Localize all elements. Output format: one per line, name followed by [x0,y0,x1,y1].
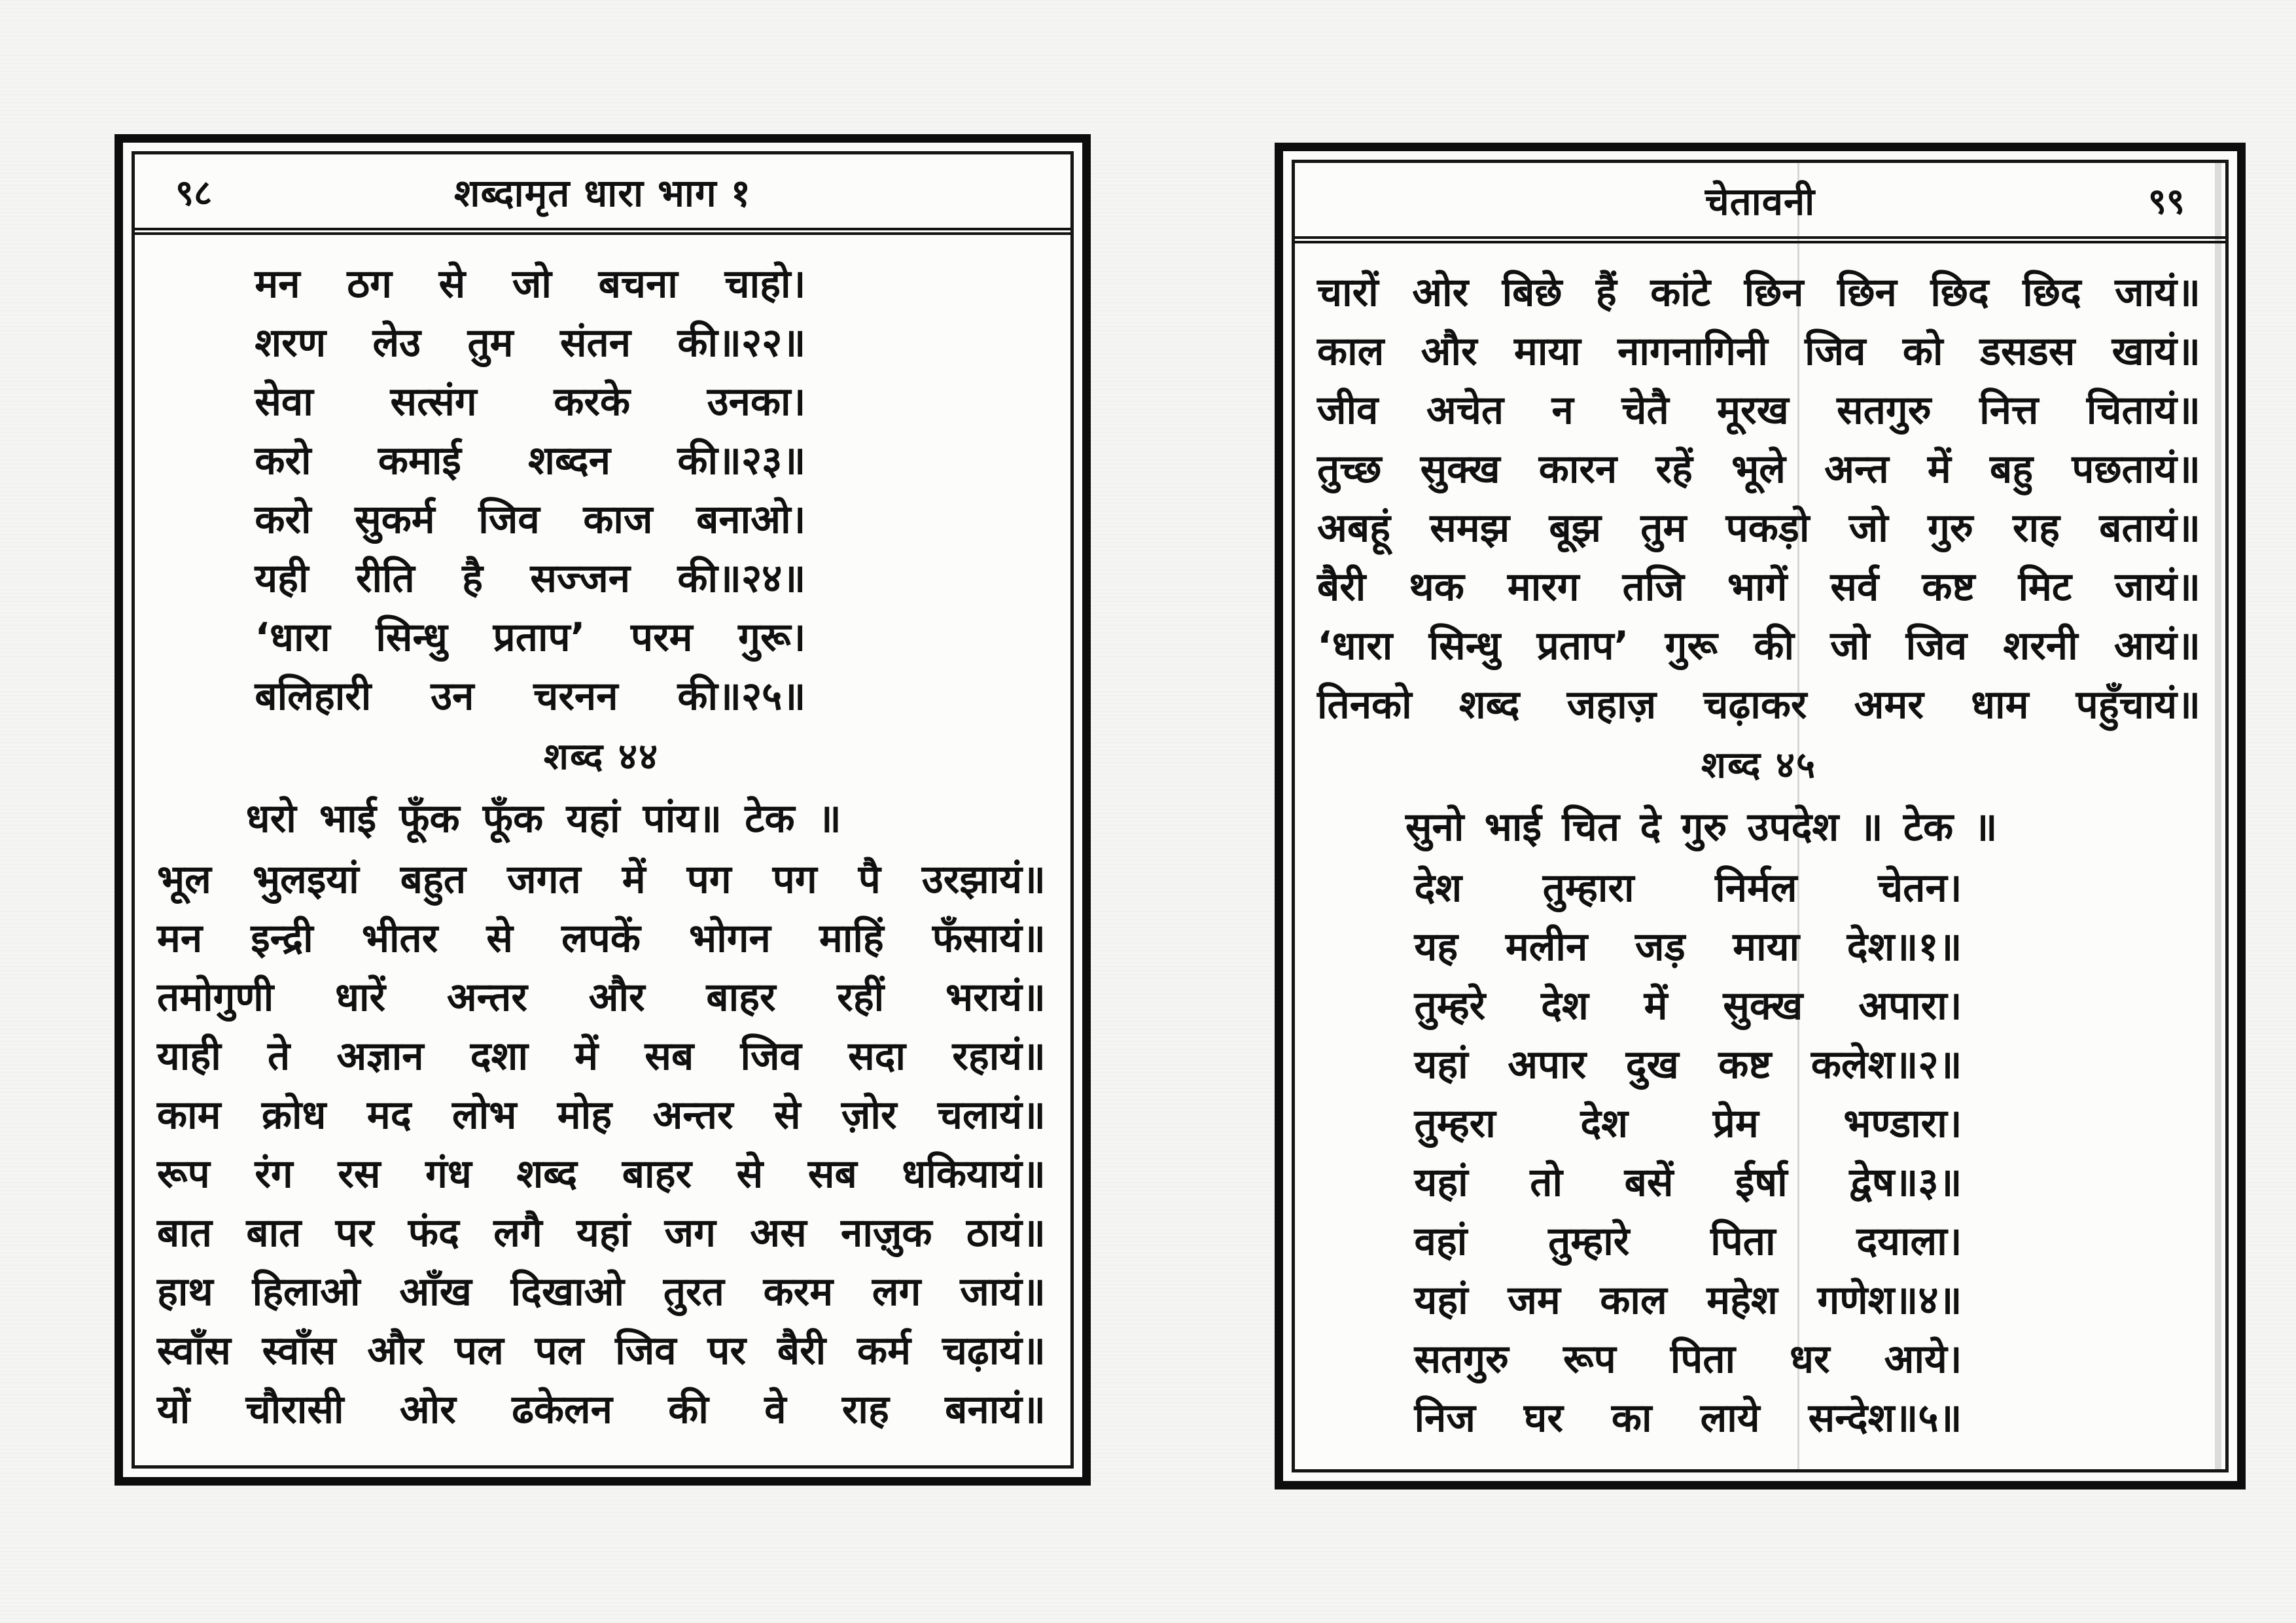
verse-line: काल और माया नागनागिनी जिव को डसडस खायं॥ [1317,329,2200,374]
verse-line: निज घर का लाये सन्देश॥५॥ [1414,1395,1962,1441]
couplet-block [255,255,805,726]
shabd-section-heading: शब्द ४५ [1701,744,1817,787]
verse-line: यहां जम काल महेश गणेश॥४॥ [1414,1277,1962,1323]
verse-line: बलिहारी उन चरनन की॥२५॥ [255,673,806,719]
verse-line: शरण लेउ तुम संतन की॥२२॥ [255,320,806,366]
verse-line: स्वाँस स्वाँस और पल पल जिव पर बैरी कर्म चढ़ायं॥ [157,1328,1046,1374]
verse-line: अबहूं समझ बूझ तुम पकड़ो जो गुरु राह बतायं॥ [1317,505,2200,551]
verse-line: तुम्हरा देश प्रेम भण्डारा। [1414,1101,1962,1147]
verse-line: याही ते अज्ञान दशा में सब जिव सदा रहायं॥ [157,1033,1046,1079]
page-right-header [1295,163,2225,243]
verse-line: तिनको शब्द जहाज़ चढ़ाकर अमर धाम पहुँचायं॥ [1317,682,2200,728]
verse-line: सेवा सत्संग करके उनका। [255,379,806,425]
page-left-header [135,154,1070,235]
verse-line: ‘धारा सिन्धु प्रताप’ गुरू की जो जिव शरनी आयं॥ [1317,623,2200,669]
tek-refrain-line: सुनो भाई चित दे गुरु उपदेश ॥ टेक ॥ [1405,804,1998,850]
page-left-number: ९८ [175,172,213,213]
verse-line: जीव अचेत न चेतै मूरख सतगुरु नित्त चितायं॥ [1317,387,2200,433]
verse-line: भूल भुलइयां बहुत जगत में पग पग पै उरझायं॥ [157,857,1046,902]
verse-line: ‘धारा सिन्धु प्रताप’ परम गुरू। [255,615,806,660]
verse-line: यों चौरासी ओर ढकेलन की वे राह बनायं॥ [157,1387,1046,1433]
tek-refrain-line: धरो भाई फूँक फूँक यहां पांय॥ टेक ॥ [245,796,841,842]
verse-line: मन इन्द्री भीतर से लपकें भोगन माहिं फँसायं॥ [157,916,1046,961]
verse-line: काम क्रोध मद लोभ मोह अन्तर से ज़ोर चलायं॥ [157,1092,1046,1138]
page-left-inner-frame [132,151,1074,1469]
verse-block [1317,263,2200,734]
verse-line: करो सुकर्म जिव काज बनाओ। [255,497,806,543]
page-right-inner-frame [1292,160,2229,1472]
verse-line: देश तुम्हारा निर्मल चेतन। [1414,865,1962,911]
book-page-left [115,134,1091,1486]
verse-line: तुम्हरे देश में सुक्ख अपारा। [1414,983,1962,1029]
verse-line: वहां तुम्हारे पिता दयाला। [1414,1219,1962,1264]
shabd-section-heading: शब्द ४४ [543,736,660,778]
verse-line: तमोगुणी धारें अन्तर और बाहर रहीं भरायं॥ [157,974,1046,1020]
page-left-title: शब्दामृत धारा भाग १ [454,170,751,215]
page-right-content [1295,243,2225,1469]
book-page-right [1275,143,2246,1489]
verse-line: सतगुरु रूप पिता धर आये। [1414,1336,1962,1382]
verse-line: रूप रंग रस गंध शब्द बाहर से सब धकियायं॥ [157,1151,1046,1197]
verse-line: बात बात पर फंद लगै यहां जग अस नाज़ुक ठायं॥ [157,1210,1046,1256]
verse-line: बैरी थक मारग तजि भागें सर्व कष्ट मिट जायं॥ [1317,564,2200,610]
page-right-number: ९९ [2147,181,2185,222]
verse-line: करो कमाई शब्दन की॥२३॥ [255,438,806,484]
verse-line: चारों ओर बिछे हैं कांटे छिन छिन छिद छिद जायं॥ [1317,270,2200,315]
verse-line: तुच्छ सुक्ख कारन रहें भूले अन्त में बहु पछतायं॥ [1317,446,2200,492]
page-right-title: चेतावनी [1704,179,1816,224]
verse-line: यहां तो बसें ईर्षा द्वेष॥३॥ [1414,1160,1962,1205]
verse-block [157,850,1046,1439]
verse-line: यही रीति है सज्जन की॥२४॥ [255,556,806,601]
page-left-content [135,235,1070,1465]
verse-line: मन ठग से जो बचना चाहो। [255,261,806,307]
verse-line: यहां अपार दुख कष्ट कलेश॥२॥ [1414,1042,1962,1088]
verse-line: यह मलीन जड़ माया देश॥१॥ [1414,924,1962,970]
verse-line: हाथ हिलाओ आँख दिखाओ तुरत करम लग जायं॥ [157,1269,1046,1315]
couplet-block [1415,859,1962,1448]
